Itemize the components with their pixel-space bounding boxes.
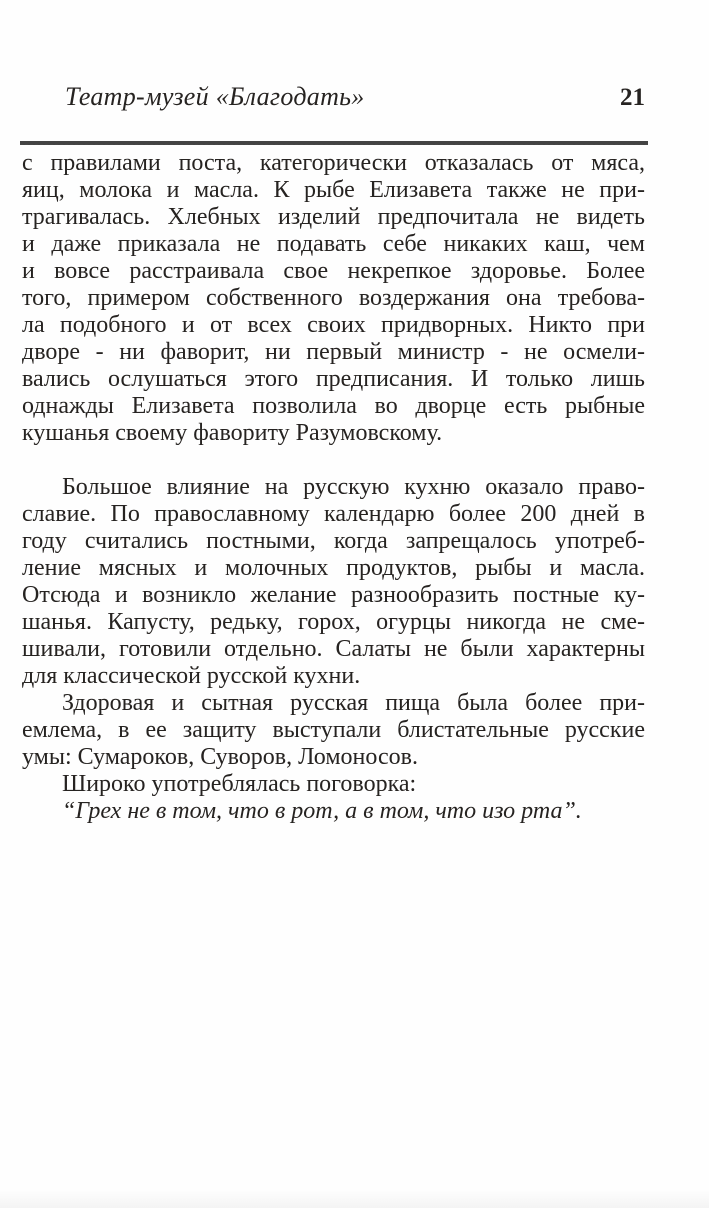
text-line: славие. По православному календарю более 200 дней в <box>22 501 645 527</box>
text-line: емлема, в ее защиту выступали блистательные русские <box>22 717 645 743</box>
text-line: “Грех не в том, что в рот, а в том, что изо рта”. <box>62 798 582 824</box>
page-number: 21 <box>620 84 645 111</box>
paragraph <box>22 150 645 447</box>
body-text <box>22 150 645 825</box>
header-divider-rule <box>20 141 648 145</box>
text-line: ла подобного и от всех своих придворных. Никто при <box>22 312 645 338</box>
text-line: Большое влияние на русскую кухню оказало право- <box>62 474 645 500</box>
text-line: дворе - ни фаворит, ни первый министр - не осмели- <box>22 339 645 365</box>
text-line: Широко употреблялась поговорка: <box>62 771 417 797</box>
text-line: шивали, готовили отдельно. Салаты не были характерны <box>22 636 645 662</box>
paragraph <box>22 690 645 771</box>
text-line: и даже приказала не подавать себе никаких каш, чем <box>22 231 645 257</box>
text-line: однажды Елизавета позволила во дворце есть рыбные <box>22 393 645 419</box>
text-line: году считались постными, когда запрещалось употреб- <box>22 528 645 554</box>
text-line: Отсюда и возникло желание разнообразить постные ку- <box>22 582 645 608</box>
paragraph <box>22 798 645 825</box>
paragraph <box>22 771 645 798</box>
paragraph <box>22 474 645 690</box>
text-line: с правилами поста, категорически отказалась от мяса, <box>22 150 645 176</box>
page-header <box>22 82 645 112</box>
text-line: шанья. Капусту, редьку, горох, огурцы никогда не сме- <box>22 609 645 635</box>
text-line: и вовсе расстраивала свое некрепкое здоровье. Более <box>22 258 645 284</box>
text-line: трагивалась. Хлебных изделий предпочитала не видеть <box>22 204 645 230</box>
text-line: для классической русской кухни. <box>22 663 361 689</box>
scan-edge-shadow <box>0 1190 709 1208</box>
running-title: Театр-музей «Благодать» <box>65 82 365 111</box>
text-line: кушанья своему фавориту Разумовскому. <box>22 420 443 446</box>
text-line: ление мясных и молочных продуктов, рыбы и масла. <box>22 555 645 581</box>
text-line: яиц, молока и масла. К рыбе Елизавета также не при- <box>22 177 645 203</box>
text-line: умы: Сумароков, Суворов, Ломоносов. <box>22 744 418 770</box>
text-line: того, примером собственного воздержания она требова- <box>22 285 645 311</box>
text-line: Здоровая и сытная русская пища была более при- <box>62 690 645 716</box>
text-line: вались ослушаться этого предписания. И только лишь <box>22 366 645 392</box>
